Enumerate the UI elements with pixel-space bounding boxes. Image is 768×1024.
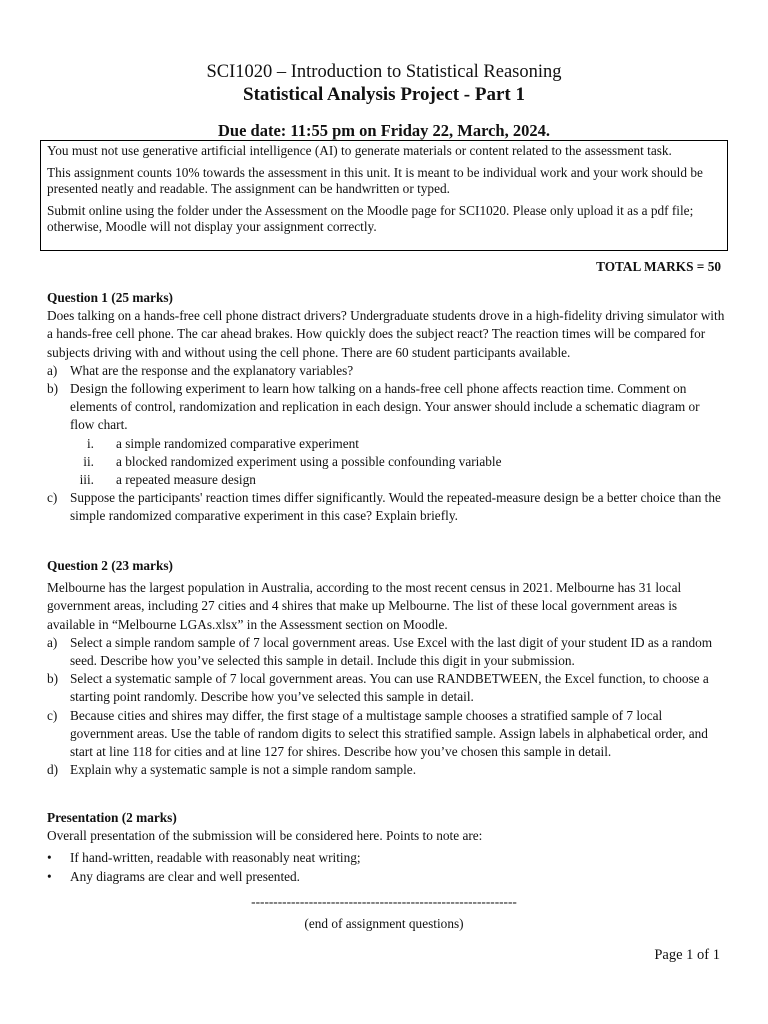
end-note: (end of assignment questions) <box>304 916 464 931</box>
subitem-text: a repeated measure design <box>116 472 256 488</box>
item-label: a) <box>47 634 58 650</box>
item-label: d) <box>47 762 59 778</box>
item-label: b) <box>47 671 59 687</box>
question-1-title: Question 1 (25 marks) <box>47 290 173 305</box>
question-1c <box>47 489 727 525</box>
presentation-section <box>47 809 727 886</box>
course-title: SCI1020 – Introduction to Statistical Reasoning <box>206 62 562 82</box>
subitem-label: iii. <box>79 472 94 488</box>
subitem-label: ii. <box>83 453 94 469</box>
item-text: Because cities and shires may differ, the first stage of a multistage sample chooses a stratified sample of 7 local government areas. Use the table of random digits to select this stratified sample. Assign labels in alphabetical order, and start at line 118 for cities and at line 127 for shires. Describe how you’ve chosen this sample in detail. <box>70 707 708 760</box>
question-2d <box>47 761 727 779</box>
item-label: c) <box>47 490 58 506</box>
due-date: Due date: 11:55 pm on Friday 22, March, 2024. <box>218 121 550 140</box>
question-2a <box>47 634 727 670</box>
item-label: b) <box>47 381 59 397</box>
question-2b <box>47 670 727 706</box>
question-1b <box>47 380 727 435</box>
bullet-text: If hand-written, readable with reasonably neat writing; <box>70 850 361 866</box>
notice-submission: Submit online using the folder under the Assessment on the Moodle page for SCI1020. Please only upload it as a pdf file; otherwise, Moodle will not display your assignment correctly. <box>47 202 694 234</box>
item-text: Design the following experiment to learn how talking on a hands-free cell phone affects reaction time. Comment on elements of control, randomization and replication in each design. Your answer should include a schematic diagram or flow chart. <box>70 381 700 433</box>
item-text: Select a simple random sample of 7 local government areas. Use Excel with the last digit of your student ID as a random seed. Describe how you’ve selected this sample in detail. Include this digit in your submission. <box>70 634 713 669</box>
question-2-title: Question 2 (23 marks) <box>47 558 173 573</box>
project-title: Statistical Analysis Project - Part 1 <box>243 84 525 105</box>
end-separator: ------------------------------------------------------------ <box>251 894 517 909</box>
question-2 <box>47 557 727 779</box>
subitem-text: a blocked randomized experiment using a possible confounding variable <box>116 453 502 469</box>
question-2c <box>47 707 727 762</box>
item-text: What are the response and the explanatory variables? <box>70 362 354 378</box>
presentation-title: Presentation (2 marks) <box>47 810 177 825</box>
presentation-bullet <box>47 849 727 867</box>
subitem-label: i. <box>86 435 94 451</box>
bullet-text: Any diagrams are clear and well presented. <box>70 868 301 884</box>
presentation-intro: Overall presentation of the submission will be considered here. Points to note are: <box>47 828 483 844</box>
notice-box <box>40 140 728 251</box>
question-2-intro: Melbourne has the largest population in Australia, according to the most recent census in 2021. Melbourne has 31 local government areas, including 27 cities and 4 shires that make up Melbourne. The list of these local government areas is available in “Melbourne LGAs.xlsx” in the Assessment section on Moodle. <box>47 580 682 632</box>
item-text: Select a systematic sample of 7 local government areas. You can use RANDBETWEEN, the Excel function, to choose a starting point randomly. Describe how you’ve selected this sample in detail. <box>70 671 709 705</box>
question-1 <box>47 289 727 526</box>
question-1b-i <box>47 435 727 453</box>
question-1-intro: Does talking on a hands-free cell phone distract drivers? Undergraduate students drove in a high-fidelity driving simulator with a hands-free cell phone. The car ahead brakes. How quickly does the subject react? The reaction times will be compared for subjects driving with and without using the cell phone. There are 60 student participants available. <box>47 308 725 360</box>
question-1a <box>47 362 727 380</box>
page-number: Page 1 of 1 <box>654 947 720 963</box>
presentation-bullet <box>47 868 727 886</box>
subitem-text: a simple randomized comparative experiment <box>116 435 359 451</box>
question-1b-iii <box>47 471 727 489</box>
item-text: Explain why a systematic sample is not a simple random sample. <box>70 762 417 778</box>
item-label: c) <box>47 707 58 723</box>
total-marks: TOTAL MARKS = 50 <box>596 259 721 274</box>
item-text: Suppose the participants' reaction times differ significantly. Would the repeated-measure design be a better choice than the simple randomized comparative experiment in this case? Explain briefly. <box>70 490 721 524</box>
item-label: a) <box>47 362 58 378</box>
question-1b-ii <box>47 453 727 471</box>
notice-ai-policy: You must not use generative artificial intelligence (AI) to generate materials or content related to the assessment task. <box>47 143 672 158</box>
notice-weighting: This assignment counts 10% towards the assessment in this unit. It is meant to be individual work and your work should be presented neatly and readable. The assignment can be handwritten or typed. <box>47 164 703 196</box>
bullet-glyph: • <box>47 868 52 884</box>
bullet-glyph: • <box>47 850 52 866</box>
